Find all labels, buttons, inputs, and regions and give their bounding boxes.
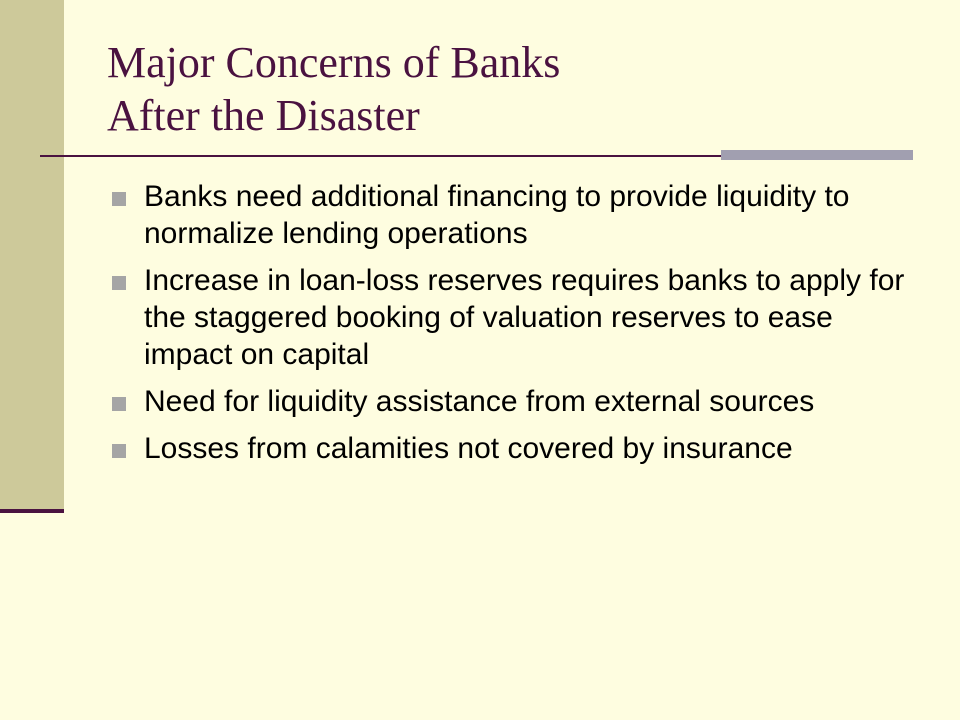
slide-title [107,36,927,142]
square-bullet-icon [112,397,126,411]
bullet-text: Losses from calamities not covered by insurance [144,432,793,465]
title-divider-accent [721,150,913,160]
list-item [110,383,920,420]
list-item [110,178,920,252]
square-bullet-icon [112,444,126,458]
side-accent-bar [0,0,64,512]
square-bullet-icon [112,276,126,290]
bullet-text: Need for liquidity assistance from external sources [144,385,815,418]
list-item [110,430,920,467]
bullet-text: Banks need additional financing to provide liquidity to normalize lending operations [144,180,850,250]
side-accent-line [0,509,64,513]
list-item [110,262,920,373]
square-bullet-icon [112,192,126,206]
bullet-text: Increase in loan-loss reserves requires banks to apply for the staggered booking of valuation reserves to ease impact on capital [144,264,905,371]
title-line-1: Major Concerns of Banks [107,38,561,87]
title-line-2: After the Disaster [107,91,420,140]
bullet-list [110,178,920,477]
